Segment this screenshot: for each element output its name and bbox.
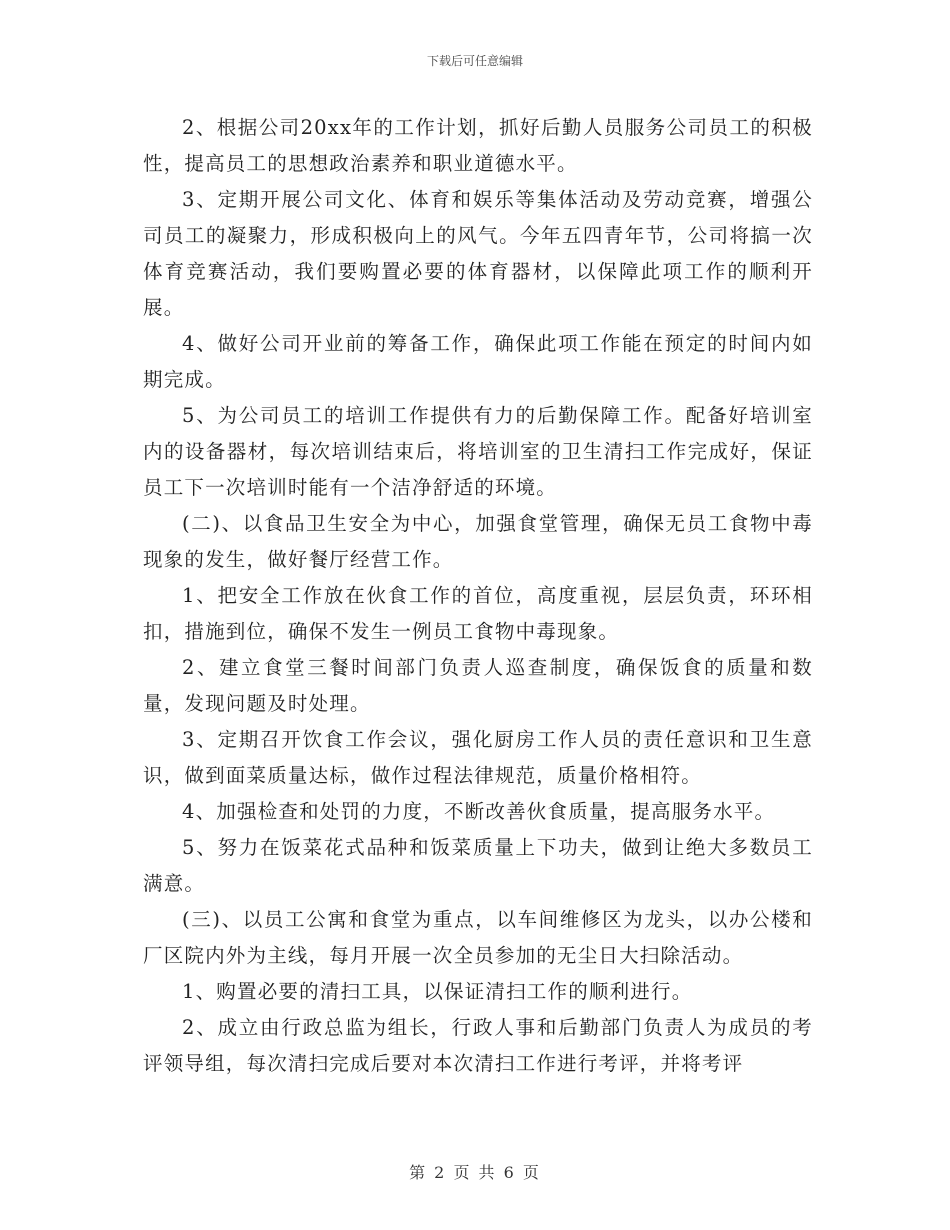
- paragraph: 5、努力在饭菜花式品种和饭菜质量上下功夫，做到让绝大多数员工满意。: [143, 836, 813, 895]
- paragraph: 4、加强检查和处罚的力度，不断改善伙食质量，提高服务水平。: [182, 800, 776, 823]
- paragraph: 1、把安全工作放在伙食工作的首位，高度重视，层层负责，环环相扣，措施到位，确保不发生一例员工食物中毒现象。: [143, 584, 813, 643]
- document-body: [143, 110, 813, 1082]
- page-header: 下载后可任意编辑: [426, 54, 523, 68]
- paragraph: 1、购置必要的清扫工具，以保证清扫工作的顺利进行。: [182, 980, 693, 1003]
- page-footer: 第 2 页 共 6 页: [409, 1163, 541, 1182]
- section-heading-paragraph: (三)、以员工公寓和食堂为重点，以车间维修区为龙头，以办公楼和厂区院内外为主线，每月开展一次全员参加的无尘日大扫除活动。: [143, 908, 813, 967]
- section-heading-paragraph: (二)、以食品卫生安全为中心，加强食堂管理，确保无员工食物中毒现象的发生，做好餐厅经营工作。: [143, 512, 813, 571]
- paragraph: 2、根据公司20xx年的工作计划，抓好后勤人员服务公司员工的积极性，提高员工的思想政治素养和职业道德水平。: [143, 116, 813, 175]
- paragraph: 3、定期开展公司文化、体育和娱乐等集体活动及劳动竞赛，增强公司员工的凝聚力，形成积极向上的风气。今年五四青年节，公司将搞一次体育竞赛活动，我们要购置必要的体育器材，以保障此项工作的顺利开展。: [143, 188, 813, 319]
- paragraph: 2、成立由行政总监为组长，行政人事和后勤部门负责人为成员的考评领导组，每次清扫完成后要对本次清扫工作进行考评，并将考评: [143, 1016, 813, 1075]
- paragraph: 2、建立食堂三餐时间部门负责人巡查制度，确保饭食的质量和数量，发现问题及时处理。: [143, 656, 813, 715]
- paragraph: 3、定期召开饮食工作会议，强化厨房工作人员的责任意识和卫生意识，做到面菜质量达标，做作过程法律规范，质量价格相符。: [143, 728, 813, 787]
- paragraph: 4、做好公司开业前的筹备工作，确保此项工作能在预定的时间内如期完成。: [143, 332, 813, 391]
- paragraph: 5、为公司员工的培训工作提供有力的后勤保障工作。配备好培训室内的设备器材，每次培训结束后，将培训室的卫生清扫工作完成好，保证员工下一次培训时能有一个洁净舒适的环境。: [143, 404, 813, 499]
